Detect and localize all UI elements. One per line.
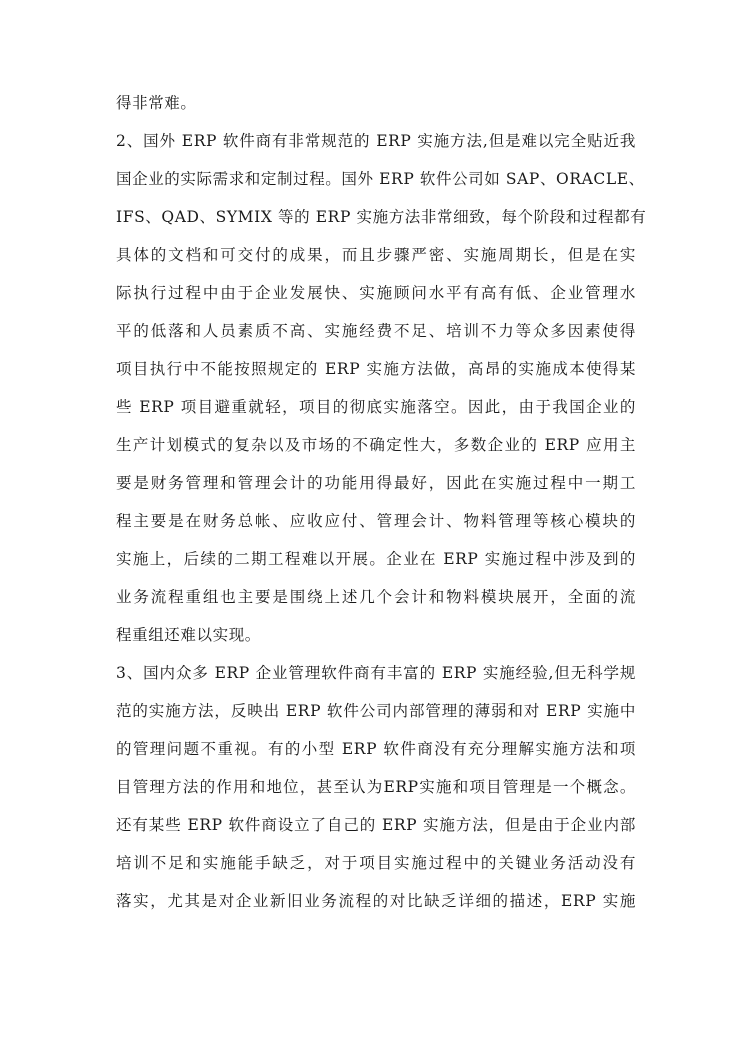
text-line: 国企业的实际需求和定制过程。国外 ERP 软件公司如 SAP、ORACLE、 (116, 170, 645, 188)
text-line: 些 ERP 项目避重就轻，项目的彻底实施落空。因此，由于我国企业的 (116, 398, 636, 416)
text-line: 要是财务管理和管理会计的功能用得最好，因此在实施过程中一期工 (116, 474, 636, 492)
text-line: 得非常难。 (116, 94, 197, 112)
text-line: 培训不足和实施能手缺乏，对于项目实施过程中的关键业务活动没有 (116, 854, 636, 872)
text-line: 落实，尤其是对企业新旧业务流程的对比缺乏详细的描述，ERP 实施 (116, 892, 636, 910)
text-line: IFS、QAD、SYMIX 等的 ERP 实施方法非常细致，每个阶段和过程都有 (116, 208, 647, 226)
text-line: 的管理问题不重视。有的小型 ERP 软件商没有充分理解实施方法和项 (116, 740, 636, 758)
text-line: 目管理方法的作用和地位，甚至认为ERP实施和项目管理是一个概念。 (116, 778, 636, 796)
text-line: 业务流程重组也主要是围绕上述几个会计和物料模块展开，全面的流 (116, 588, 636, 606)
text-line: 范的实施方法，反映出 ERP 软件公司内部管理的薄弱和对 ERP 实施中 (116, 702, 636, 720)
text-line: 平的低落和人员素质不高、实施经费不足、培训不力等众多因素使得 (116, 322, 636, 340)
text-line: 具体的文档和可交付的成果，而且步骤严密、实施周期长，但是在实 (116, 246, 636, 264)
text-line: 实施上，后续的二期工程难以开展。企业在 ERP 实施过程中涉及到的 (116, 550, 636, 568)
text-line: 还有某些 ERP 软件商设立了自己的 ERP 实施方法，但是由于企业内部 (116, 816, 636, 834)
text-line: 3、国内众多 ERP 企业管理软件商有丰富的 ERP 实施经验,但无科学规 (116, 664, 636, 682)
text-line: 际执行过程中由于企业发展快、实施顾问水平有高有低、企业管理水 (116, 284, 636, 302)
text-line: 程重组还难以实现。 (116, 626, 261, 644)
text-line: 2、国外 ERP 软件商有非常规范的 ERP 实施方法,但是难以完全贴近我 (116, 132, 636, 150)
body-text (116, 84, 647, 920)
text-line: 生产计划模式的复杂以及市场的不确定性大，多数企业的 ERP 应用主 (116, 436, 636, 454)
text-line: 项目执行中不能按照规定的 ERP 实施方法做，高昂的实施成本使得某 (116, 360, 636, 378)
text-line: 程主要是在财务总帐、应收应付、管理会计、物料管理等核心模块的 (116, 512, 636, 530)
